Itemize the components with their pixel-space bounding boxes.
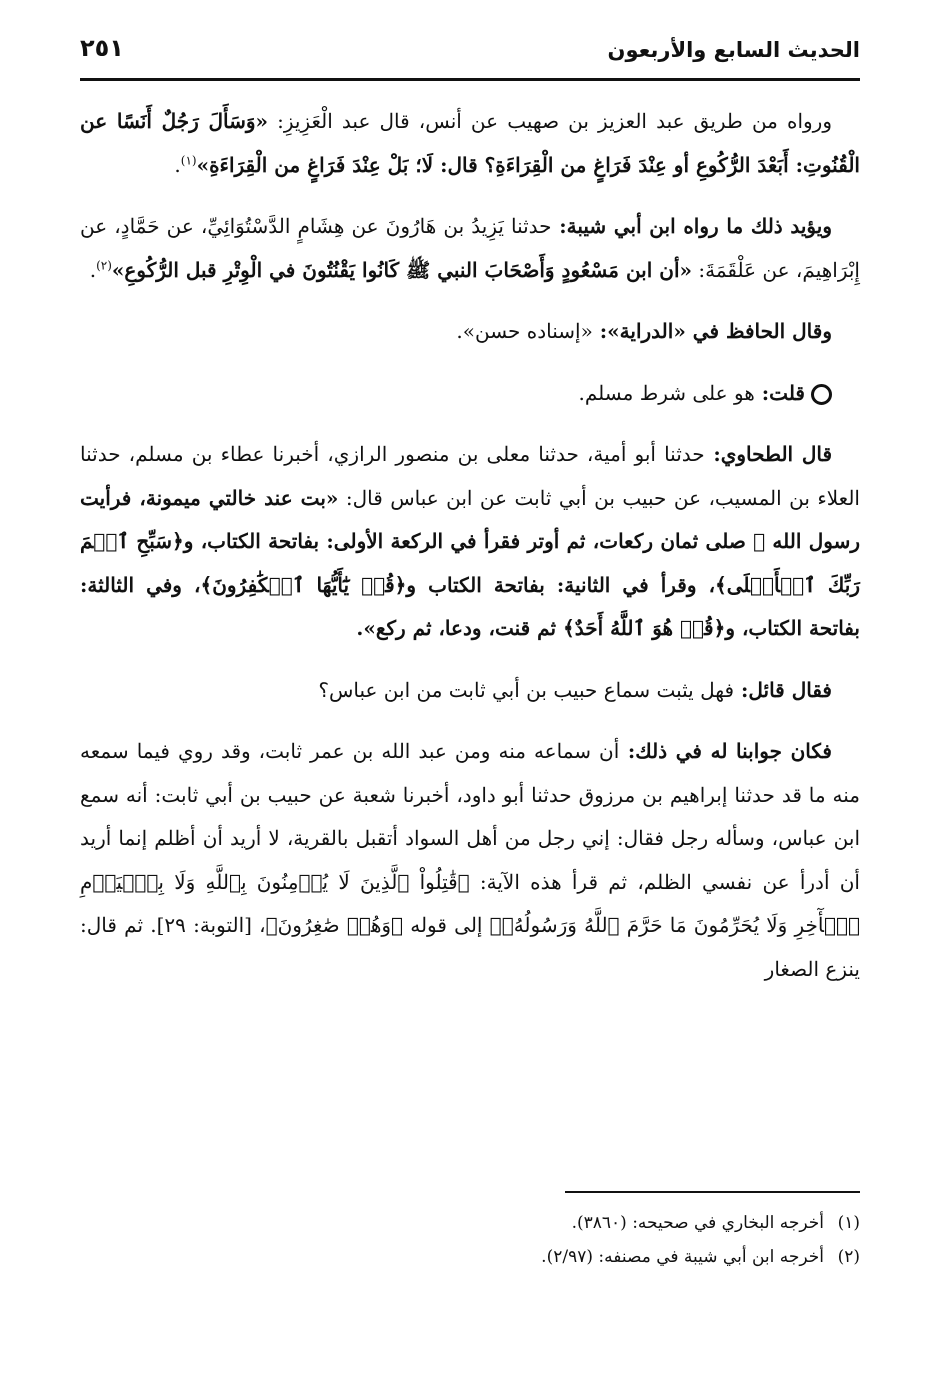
paragraph-tail: . [174, 152, 181, 177]
paragraph-text: هو على شرط مسلم. [578, 380, 755, 405]
main-text [80, 100, 860, 1009]
footnote-number: (٢) [837, 1247, 860, 1267]
running-header [80, 34, 860, 74]
circle-bullet-icon [811, 384, 832, 405]
bold-lead: قلت: [754, 380, 805, 405]
quoted-hadith: «وَسَأَلَ رَجُلٌ أَنَسًا عن الْقُنُوتِ: أَبَعْدَ الرُّكُوعِ أو عِنْدَ فَرَاغٍ من الْقِرَاءَةِ؟ قال: لَا؛ بَلْ عِنْدَ فَرَاغٍ من الْقِرَاءَةِ» [80, 109, 860, 177]
footnote-ref-2[interactable]: (٢) [96, 257, 112, 272]
footnote-ref-1[interactable]: (١) [180, 152, 197, 167]
paragraph-1 [80, 100, 860, 187]
bold-lead: وقال الحافظ في «الدراية»: [592, 319, 832, 343]
paragraph-text: أن سماعه منه ومن عبد الله بن عمر ثابت، وقد روي فيما سمعه منه ما قد حدثنا إبراهيم بن مرزوق حدثنا أبو داود، أخبرنا شعبة عن حبيب بن أبي ثابت: أنه سمع ابن عباس، وسأله رجل فقال: إني رجل من أهل السواد أتقبل بالقرية، لا أريد أن أظلم إنما أريد أن أدرأ عن نفسي الظلم، ثم قرأ هذه الآية: ﴿قَٰتِلُواْ ٱلَّذِينَ لَا يُؤۡمِنُونَ بِٱللَّهِ وَلَا بِٱلۡيَوۡمِ ٱلۡأٓخِرِ وَلَا يُحَرِّمُونَ مَا حَرَّمَ ٱللَّهُ وَرَسُولُهُۥ﴾ إلى قوله ﴿وَهُمۡ صَٰغِرُونَ﴾، [التوبة: ٢٩]. ثم قال: ينزع الصغار [80, 739, 860, 981]
paragraph-5 [80, 433, 860, 651]
page-number: ٢٥١ [80, 34, 124, 62]
quoted-hadith: «أن ابن مَسْعُودٍ وَأَصْحَابَ النبي ﷺ كَانُوا يَقْنُتُونَ في الْوِتْرِ قبل الرُّكُوعِ» [111, 257, 692, 282]
quoted-hadith: «بت عند خالتي ميمونة، فرأيت رسول الله ﷺ صلى ثمان ركعات، ثم أوتر فقرأ في الركعة الأولى: بفاتحة الكتاب، و﴿سَبِّحِ ٱسۡمَ رَبِّكَ ٱلۡأَعۡلَى﴾، وقرأ في الثانية: بفاتحة الكتاب و﴿قُلۡ يَٰٓأَيُّهَا ٱلۡكَٰفِرُونَ﴾، وفي الثالثة: بفاتحة الكتاب، و﴿قُلۡ هُوَ ٱللَّهُ أَحَدٌ﴾ ثم قنت، ودعا، ثم ركع». [80, 485, 860, 640]
footnote-text: أخرجه البخاري في صحيحه: (٣٨٦٠). [571, 1213, 824, 1233]
paragraph-3 [80, 310, 860, 354]
paragraph-text: «إسناده حسن». [456, 319, 593, 343]
chapter-title: الحديث السابع والأربعون [607, 38, 860, 62]
paragraph-text: حدثنا أبو أمية، حدثنا معلى بن منصور الرازي، أخبرنا عطاء بن مسلم، حدثنا العلاء بن المسيب، عن حبيب بن أبي ثابت عن ابن عباس قال: [80, 442, 860, 510]
header-rule [80, 78, 860, 81]
paragraph-6 [80, 669, 860, 713]
footnote-text: أخرجه ابن أبي شيبة في مصنفه: (٢/٩٧). [541, 1247, 824, 1267]
bold-lead: ويؤيد ذلك ما رواه ابن أبي شيبة: [551, 214, 832, 238]
footnote-1 [80, 1206, 860, 1240]
paragraph-7 [80, 730, 860, 991]
paragraph-text: حدثنا يَزِيدُ بن هَارُونَ عن هِشَامٍ الدَّسْتُوَائِيِّ، عن حَمَّادٍ، عن إِبْرَاهِيمَ، عن عَلْقَمَةَ: [80, 214, 860, 282]
footnote-2 [80, 1240, 860, 1274]
paragraph-2 [80, 205, 860, 292]
footnote-rule [565, 1191, 860, 1193]
bold-lead: فكان جوابنا له في ذلك: [619, 739, 832, 763]
bold-lead: قال الطحاوي: [704, 442, 833, 466]
footnotes [80, 1206, 860, 1274]
paragraph-text: فهل يثبت سماع حبيب بن أبي ثابت من ابن عباس؟ [318, 677, 735, 702]
bold-lead: فقال قائل: [734, 677, 832, 702]
footnote-number: (١) [837, 1213, 860, 1233]
paragraph-text: ورواه من طريق عبد العزيز بن صهيب عن أنس، قال عبد الْعَزِيزِ: [268, 109, 832, 133]
paragraph-4 [80, 372, 860, 416]
paragraph-tail: . [89, 257, 97, 282]
